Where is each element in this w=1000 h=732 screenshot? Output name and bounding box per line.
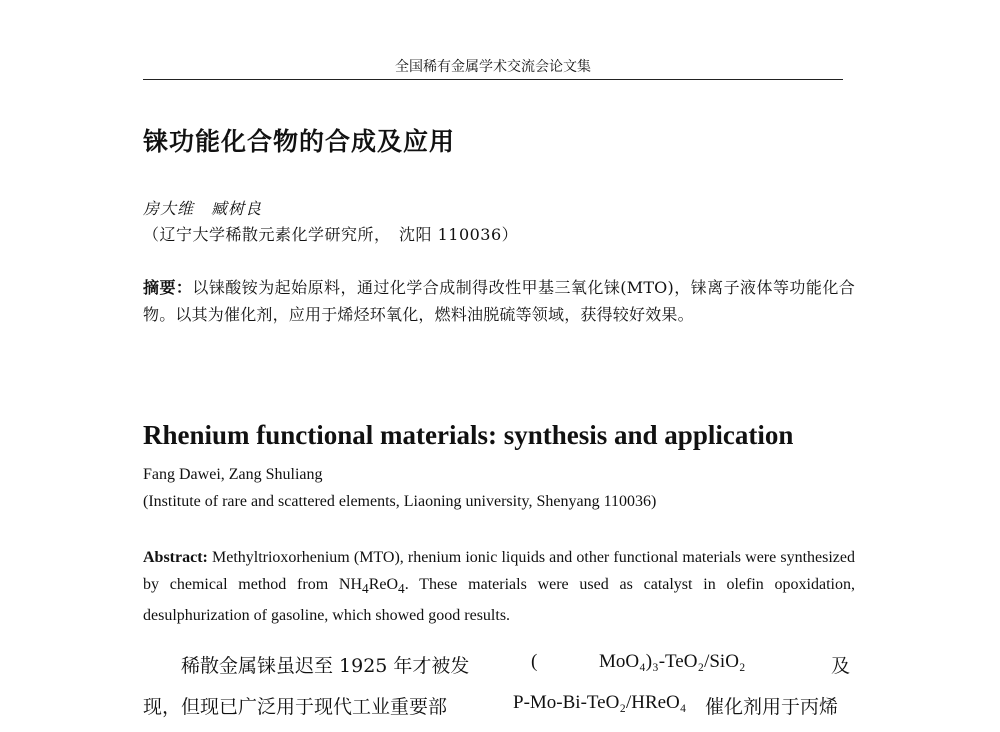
body-line-2-text: 现，但现已广泛用于现代工业重要部 <box>143 696 448 718</box>
abstract-text-chinese: 以铼酸铵为起始原料，通过化学合成制得改性甲基三氧化铼(MTO)，铼离子液体等功能化合物。以其为催化剂，应用于烯烃环氧化，燃料油脱硫等领域，获得较好效果。 <box>143 278 855 324</box>
affiliation-chinese: （辽宁大学稀散元素化学研究所， 沈阳 110036） <box>143 225 519 244</box>
abstract-text-english-2: ReO <box>368 576 399 593</box>
abstract-label-english: Abstract: <box>143 549 208 566</box>
title-english: Rhenium functional materials: synthesis and application <box>143 420 794 450</box>
affiliation-english: (Institute of rare and scattered elements, Liaoning university, Shenyang 110036) <box>143 493 657 510</box>
abstract-text-english-3: . These materials were used as catalyst in olefin opoxidation, desulphurization of gasoline, which showed good results. <box>143 576 855 625</box>
body-line-1-end: 及 <box>831 655 851 677</box>
authors-chinese: 房大维 臧树良 <box>143 199 263 218</box>
abstract-english <box>143 544 855 629</box>
body-line-2-end: 催化剂用于丙烯 <box>705 696 839 718</box>
body-line-1 <box>143 651 855 681</box>
body-line-1-paren: ( <box>531 651 538 672</box>
body-line-1-formula: MoO₄)₃-TeO₂/SiO₂ <box>599 651 746 672</box>
authors-english: Fang Dawei, Zang Shuliang <box>143 466 323 483</box>
body-line-2 <box>143 692 855 722</box>
body-line-2-formula: P-Mo-Bi-TeO₂/HReO₄ <box>513 692 687 713</box>
body-line-1-text: 稀散金属铼虽迟至 1925 年才被发 <box>181 655 470 677</box>
title-chinese: 铼功能化合物的合成及应用 <box>143 127 456 156</box>
running-head: 全国稀有金属学术交流会论文集 <box>395 59 591 75</box>
abstract-chinese <box>143 274 855 328</box>
abstract-label-chinese: 摘要： <box>143 278 193 297</box>
abstract-subscript-1: 4 <box>362 581 369 597</box>
abstract-text-english-1: Methyltrioxorhenium (MTO), rhenium ionic liquids and other functional materials were synthesized by chemical method from NH <box>143 549 855 593</box>
abstract-subscript-2: 4 <box>398 581 405 597</box>
header-rule <box>143 79 843 80</box>
